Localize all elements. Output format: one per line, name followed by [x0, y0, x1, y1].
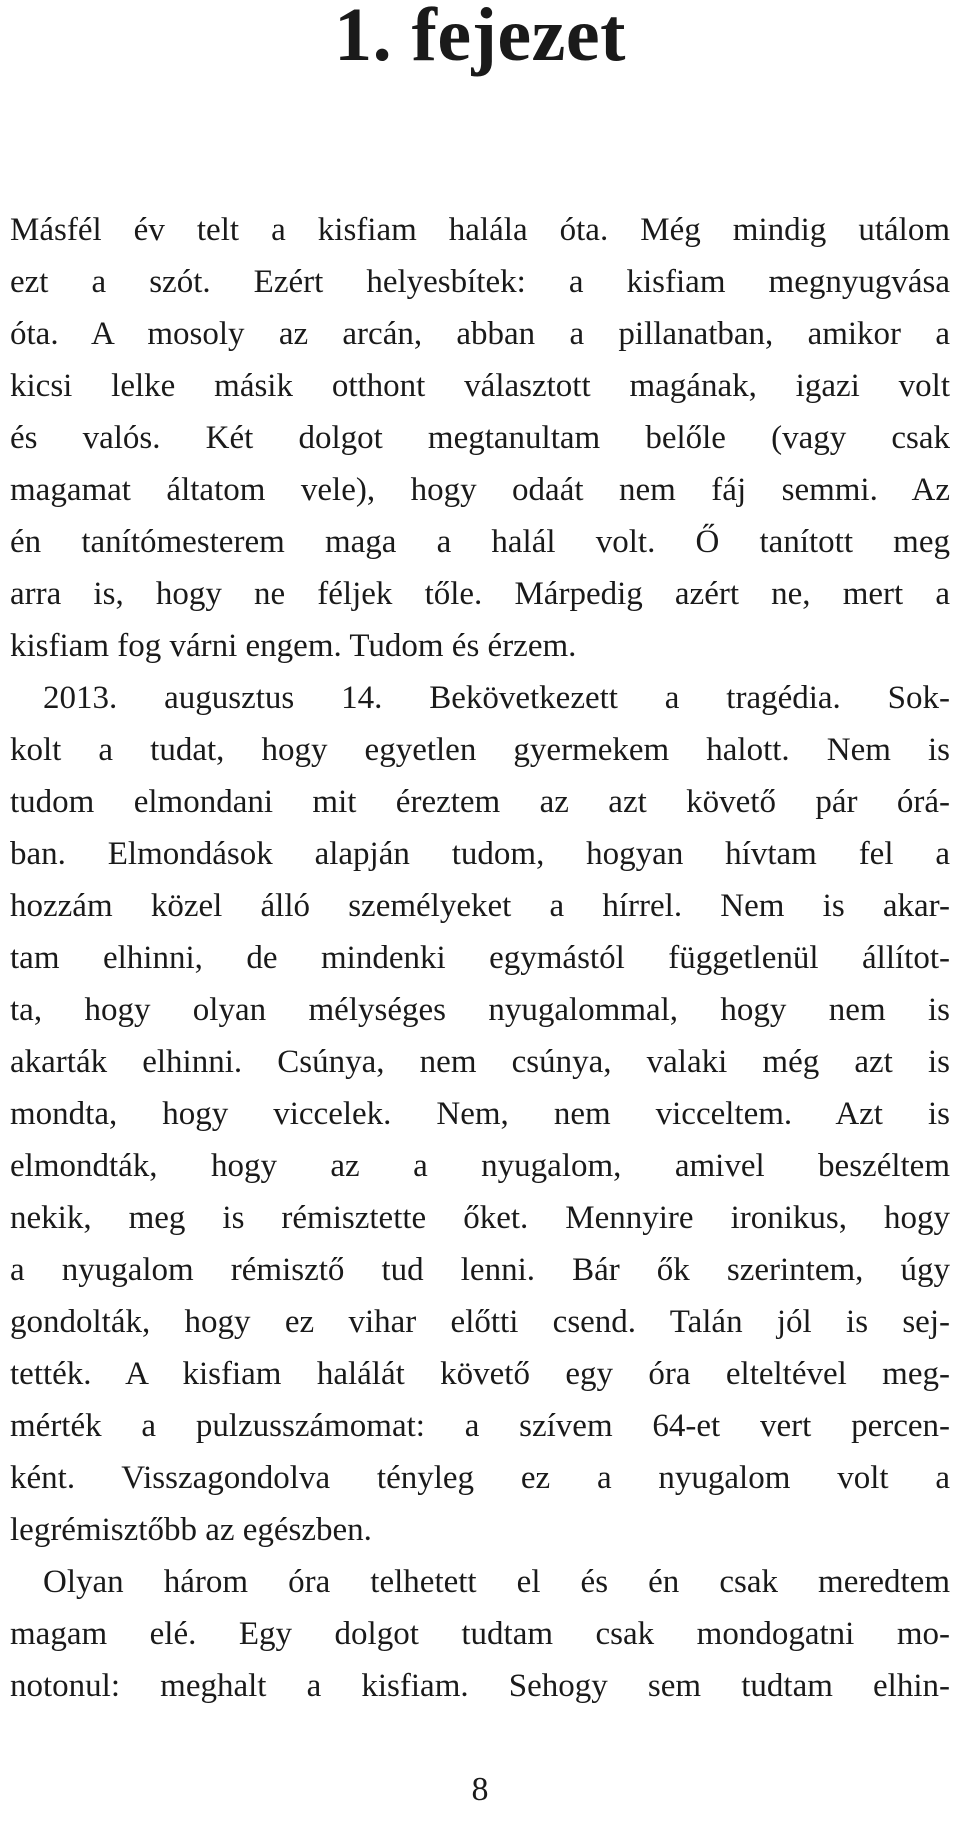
chapter-body-text [10, 204, 950, 1712]
text-line: óta. A mosoly az arcán, abban a pillanatban, amikor a [10, 316, 950, 352]
text-line: mérték a pulzusszámomat: a szívem 64-et vert percen- [10, 1408, 950, 1444]
text-line: mondta, hogy viccelek. Nem, nem vicceltem. Azt is [10, 1096, 950, 1132]
text-line: notonul: meghalt a kisfiam. Sehogy sem tudtam elhin- [10, 1668, 950, 1704]
text-line: tam elhinni, de mindenki egymástól függetlenül állítot- [10, 940, 950, 976]
text-line: tudom elmondani mit éreztem az azt követő pár órá- [10, 784, 950, 820]
text-line: legrémisztőbb az egészben. [10, 1512, 372, 1548]
text-line: ként. Visszagondolva tényleg ez a nyugalom volt a [10, 1460, 950, 1496]
page-number: 8 [471, 1771, 489, 1808]
text-line: nekik, meg is rémisztette őket. Mennyire ironikus, hogy [10, 1200, 950, 1236]
text-line: kicsi lelke másik otthont választott magának, igazi volt [10, 368, 950, 404]
text-line: ezt a szót. Ezért helyesbítek: a kisfiam megnyugvása [10, 264, 950, 300]
text-line: tették. A kisfiam halálát követő egy óra elteltével meg- [10, 1356, 950, 1392]
text-line: én tanítómesterem maga a halál volt. Ő tanított meg [10, 524, 950, 560]
text-line: 2013. augusztus 14. Bekövetkezett a tragédia. Sok- [43, 680, 950, 716]
text-line: kisfiam fog várni engem. Tudom és érzem. [10, 628, 577, 664]
text-line: Másfél év telt a kisfiam halála óta. Még mindig utálom [10, 212, 950, 248]
text-line: magamat áltatom vele), hogy odaát nem fáj semmi. Az [10, 472, 950, 508]
text-line: arra is, hogy ne féljek tőle. Márpedig azért ne, mert a [10, 576, 950, 612]
text-line: hozzám közel álló személyeket a hírrel. Nem is akar- [10, 888, 950, 924]
text-line: ban. Elmondások alapján tudom, hogyan hívtam fel a [10, 836, 950, 872]
text-line: kolt a tudat, hogy egyetlen gyermekem halott. Nem is [10, 732, 950, 768]
text-line: elmondták, hogy az a nyugalom, amivel beszéltem [10, 1148, 950, 1184]
chapter-title: 1. fejezet [334, 0, 626, 77]
text-line: akarták elhinni. Csúnya, nem csúnya, valaki még azt is [10, 1044, 950, 1080]
text-line: és valós. Két dolgot megtanultam belőle (vagy csak [10, 420, 950, 456]
text-line: Olyan három óra telhetett el és én csak meredtem [43, 1564, 950, 1600]
text-line: ta, hogy olyan mélységes nyugalommal, hogy nem is [10, 992, 950, 1028]
text-line: a nyugalom rémisztő tud lenni. Bár ők szerintem, úgy [10, 1252, 950, 1288]
text-line: magam elé. Egy dolgot tudtam csak mondogatni mo- [10, 1616, 950, 1652]
text-line: gondolták, hogy ez vihar előtti csend. Talán jól is sej- [10, 1304, 950, 1340]
